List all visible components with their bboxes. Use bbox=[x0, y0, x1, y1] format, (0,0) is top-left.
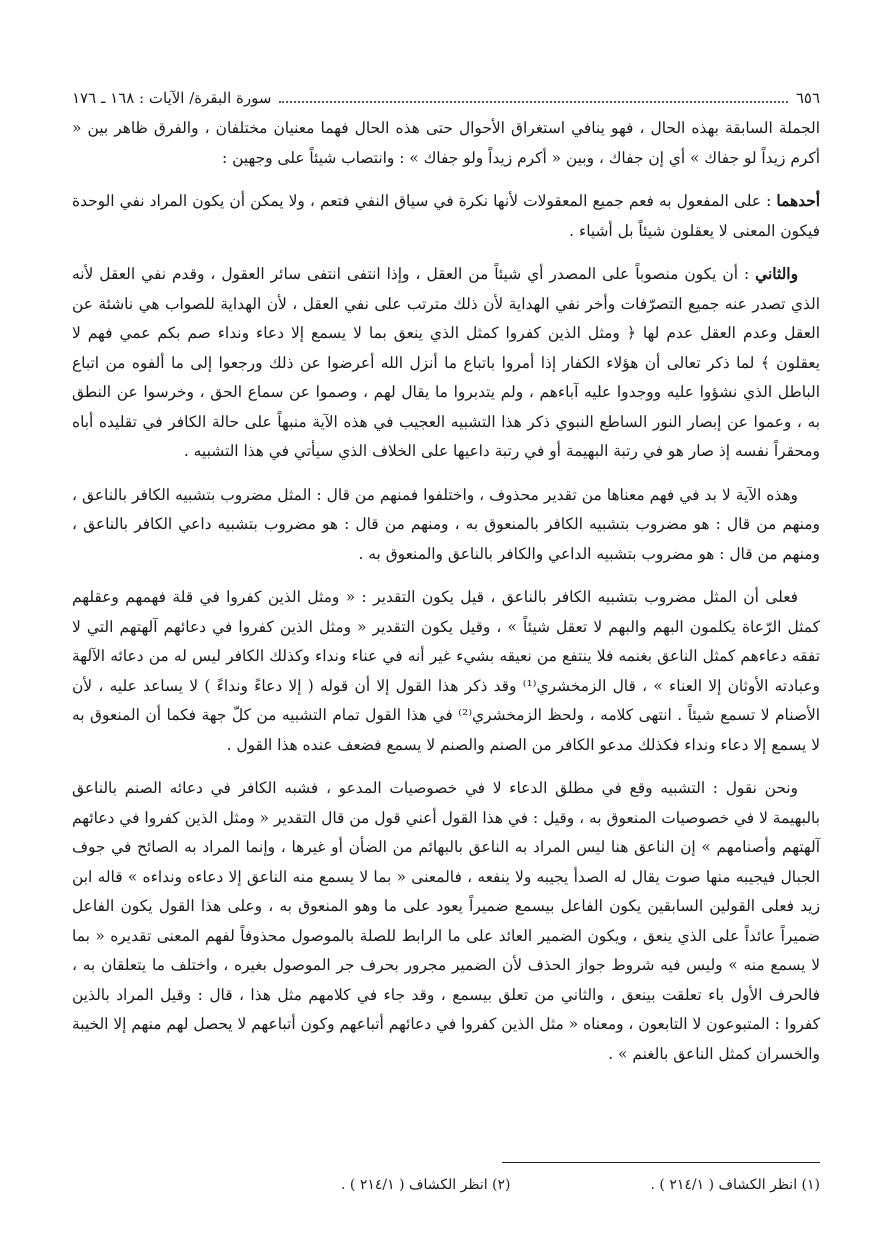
paragraph-5-text: فعلى أن المثل مضروب بتشبيه الكافر بالناعق ، قيل يكون التقدير : « ومثل الذين كفروا في قلة فهمهم وعقلهم كمثل الرّعاة يكلمون البهم والبهم لا تعقل شيئاً » ، وقيل يكون التقدير « ومثل الذين كفروا في دعائهم آلهتهم التي لا تفقه دعاءهم كمثل الناعق بغنمه فلا ينتفع من نعيقه بشيء غير أنه في عناء ونداء وكذلك الكافر ليس له من دعائه الآلهة وعبادته الأوثان إلا العناء » ، قال الزمخشري⁽¹⁾ وقد ذكر هذا القول إلا أن قوله ( إلا دعاءً ونداءً ) لا يساعد عليه ، لأن الأصنام لا تسمع شيئاً . انتهى كلامه ، ولحظ الزمخشري⁽²⁾ في هذا القول تمام التشبيه من كلّ جهة فكما أن المنعوق به لا يسمع إلا دعاء ونداء فكذلك مدعو الكافر من الصنم والصنم لا يسمع فضعف عنده هذا القول . bbox=[72, 588, 820, 754]
header-dot-leader bbox=[279, 101, 787, 103]
paragraph-6 bbox=[72, 774, 820, 1069]
surah-title: سورة البقرة/ الآيات : ١٦٨ ـ ١٧٦ bbox=[72, 89, 272, 107]
paragraph-6-text: ونحن نقول : التشبيه وقع في مطلق الدعاء لا في خصوصيات المدعو ، فشبه الكافر في دعائه الصنم بالناعق بالبهيمة لا في خصوصيات المنعوق به ، وقيل : في هذا القول أعني قول من قال التقدير « ومثل الذين كفروا في دعائهم آلهتهم وأصنامهم » إن الناعق هنا ليس المراد به الناعق بالبهائم من الضأن أو غيرها ، وإنما المراد به الصائح في جوف الجبال فيجيبه منها صوت يقال له الصدأ يجيبه ولا ينفعه ، فالمعنى « بما لا يسمع منه الناعق إلا دعاءه ونداءه » قاله ابن زيد فعلى القولين السابقين يكون الفاعل بيسمع ضميراً يعود على ما وهو المنعوق به ، وعلى هذا القول يكون الفاعل ضميراً عائداً على الذي ينعق ، ويكون الضمير العائد على ما الرابط للصلة بالموصول محذوفاً لفهم المعنى تقديره « بما لا يسمع منه » وليس فيه شروط جواز الحذف لأن الضمير مجرور بحرف جر الموصول بغيره ، واختلف ما يتعلقان به ، فالحرف الأول باء تعلقت بينعق ، والثاني من تعلق بيسمع ، وقد جاء في كلامهم مثل هذا ، قال : وقيل المراد بالذين كفروا : المتبوعون لا التابعون ، ومعناه « مثل الذين كفروا في دعائهم أتباعهم وكون أتباعهم لا يحصل لهم منهم إلا الخيبة والخسران كمثل الناعق بالغنم » . bbox=[72, 779, 820, 1063]
paragraph-2-lead: أحدهما bbox=[776, 192, 820, 210]
paragraph-3 bbox=[72, 260, 820, 467]
footnote-row bbox=[72, 1175, 820, 1195]
paragraph-3-lead: والثاني bbox=[755, 265, 798, 283]
footnote-rule bbox=[502, 1162, 820, 1163]
body-text bbox=[72, 114, 820, 1069]
footnote-1: (١) انظر الكشاف ( ٢١٤/١ ) . bbox=[650, 1177, 820, 1193]
running-header bbox=[72, 88, 820, 114]
paragraph-gap bbox=[72, 173, 820, 187]
paragraph-4 bbox=[72, 481, 820, 570]
paragraph-2-text: : على المفعول به فعم جميع المعقولات لأنها نكرة في سياق النفي فتعم ، ولا يمكن أن يكون المراد نفي الوحدة فيكون المعنى لا يعقلون شيئاً بل أشياء . bbox=[72, 192, 820, 240]
paragraph-gap bbox=[72, 760, 820, 774]
paragraph-2 bbox=[72, 187, 820, 246]
paragraph-gap bbox=[72, 569, 820, 583]
paragraph-gap bbox=[72, 246, 820, 260]
paragraph-5 bbox=[72, 583, 820, 760]
paragraph-1 bbox=[72, 114, 820, 173]
page bbox=[72, 88, 820, 1069]
paragraph-gap bbox=[72, 467, 820, 481]
page-number: ٦٥٦ bbox=[795, 89, 820, 107]
paragraph-1-text: الجملة السابقة بهذه الحال ، فهو ينافي استغراق الأحوال حتى هذه الحال فهما معنيان مختلفان ، والفرق ظاهر بين « أكرم زيداً لو جفاك » أي إن جفاك ، وبين « أكرم زيداً ولو جفاك » : وانتصاب شيئاً على وجهين : bbox=[72, 119, 820, 167]
footnote-2: (٢) انظر الكشاف ( ٢١٤/١ ) . bbox=[341, 1177, 511, 1193]
paragraph-3-text: : أن يكون منصوباً على المصدر أي شيئاً من العقل ، وإذا انتفى انتفى سائر العقول ، وقدم نفي العقل لأنه الذي تصدر عنه جميع التصرّفات وأخر نفي الهداية لأن ذلك مترتب على نفي العقل ، لأن الهداية للصواب هي ناشئة عن العقل وعدم العقل عدم لها ﴿ ومثل الذين كفروا كمثل الذي ينعق بما لا يسمع إلا دعاء ونداء صم بكم عمي فهم لا يعقلون ﴾ لما ذكر تعالى أن هؤلاء الكفار إذا أمروا باتباع ما أنزل الله أعرضوا عن ذلك ورجعوا إلى ما ألفوه من اتباع الباطل الذي نشؤوا عليه ووجدوا عليه آباءهم ، ولم يتدبروا ما يقال لهم ، وصموا عن سماع الحق ، وخرسوا عن النطق به ، وعموا عن إبصار النور الساطع النبوي ذكر هذا التشبيه العجيب في هذه الآية منبهاً على حالة الكافر في تقليده أباه ومحقراً نفسه إذ صار هو في رتبة البهيمة أو في رتبة داعيها على الخلاف الذي سيأتي في هذا التشبيه . bbox=[72, 265, 820, 460]
paragraph-4-text: وهذه الآية لا بد في فهم معناها من تقدير محذوف ، واختلفوا فمنهم من قال : المثل مضروب بتشبيه الكافر بالناعق ، ومنهم من قال : هو مضروب بتشبيه الكافر بالمنعوق به ، ومنهم من قال : هو مضروب بتشبيه داعي الكافر بالناعق ، ومنهم من قال : هو مضروب بتشبيه الداعي والكافر بالناعق والمنعوق به . bbox=[72, 485, 820, 563]
footnotes bbox=[72, 1162, 820, 1195]
